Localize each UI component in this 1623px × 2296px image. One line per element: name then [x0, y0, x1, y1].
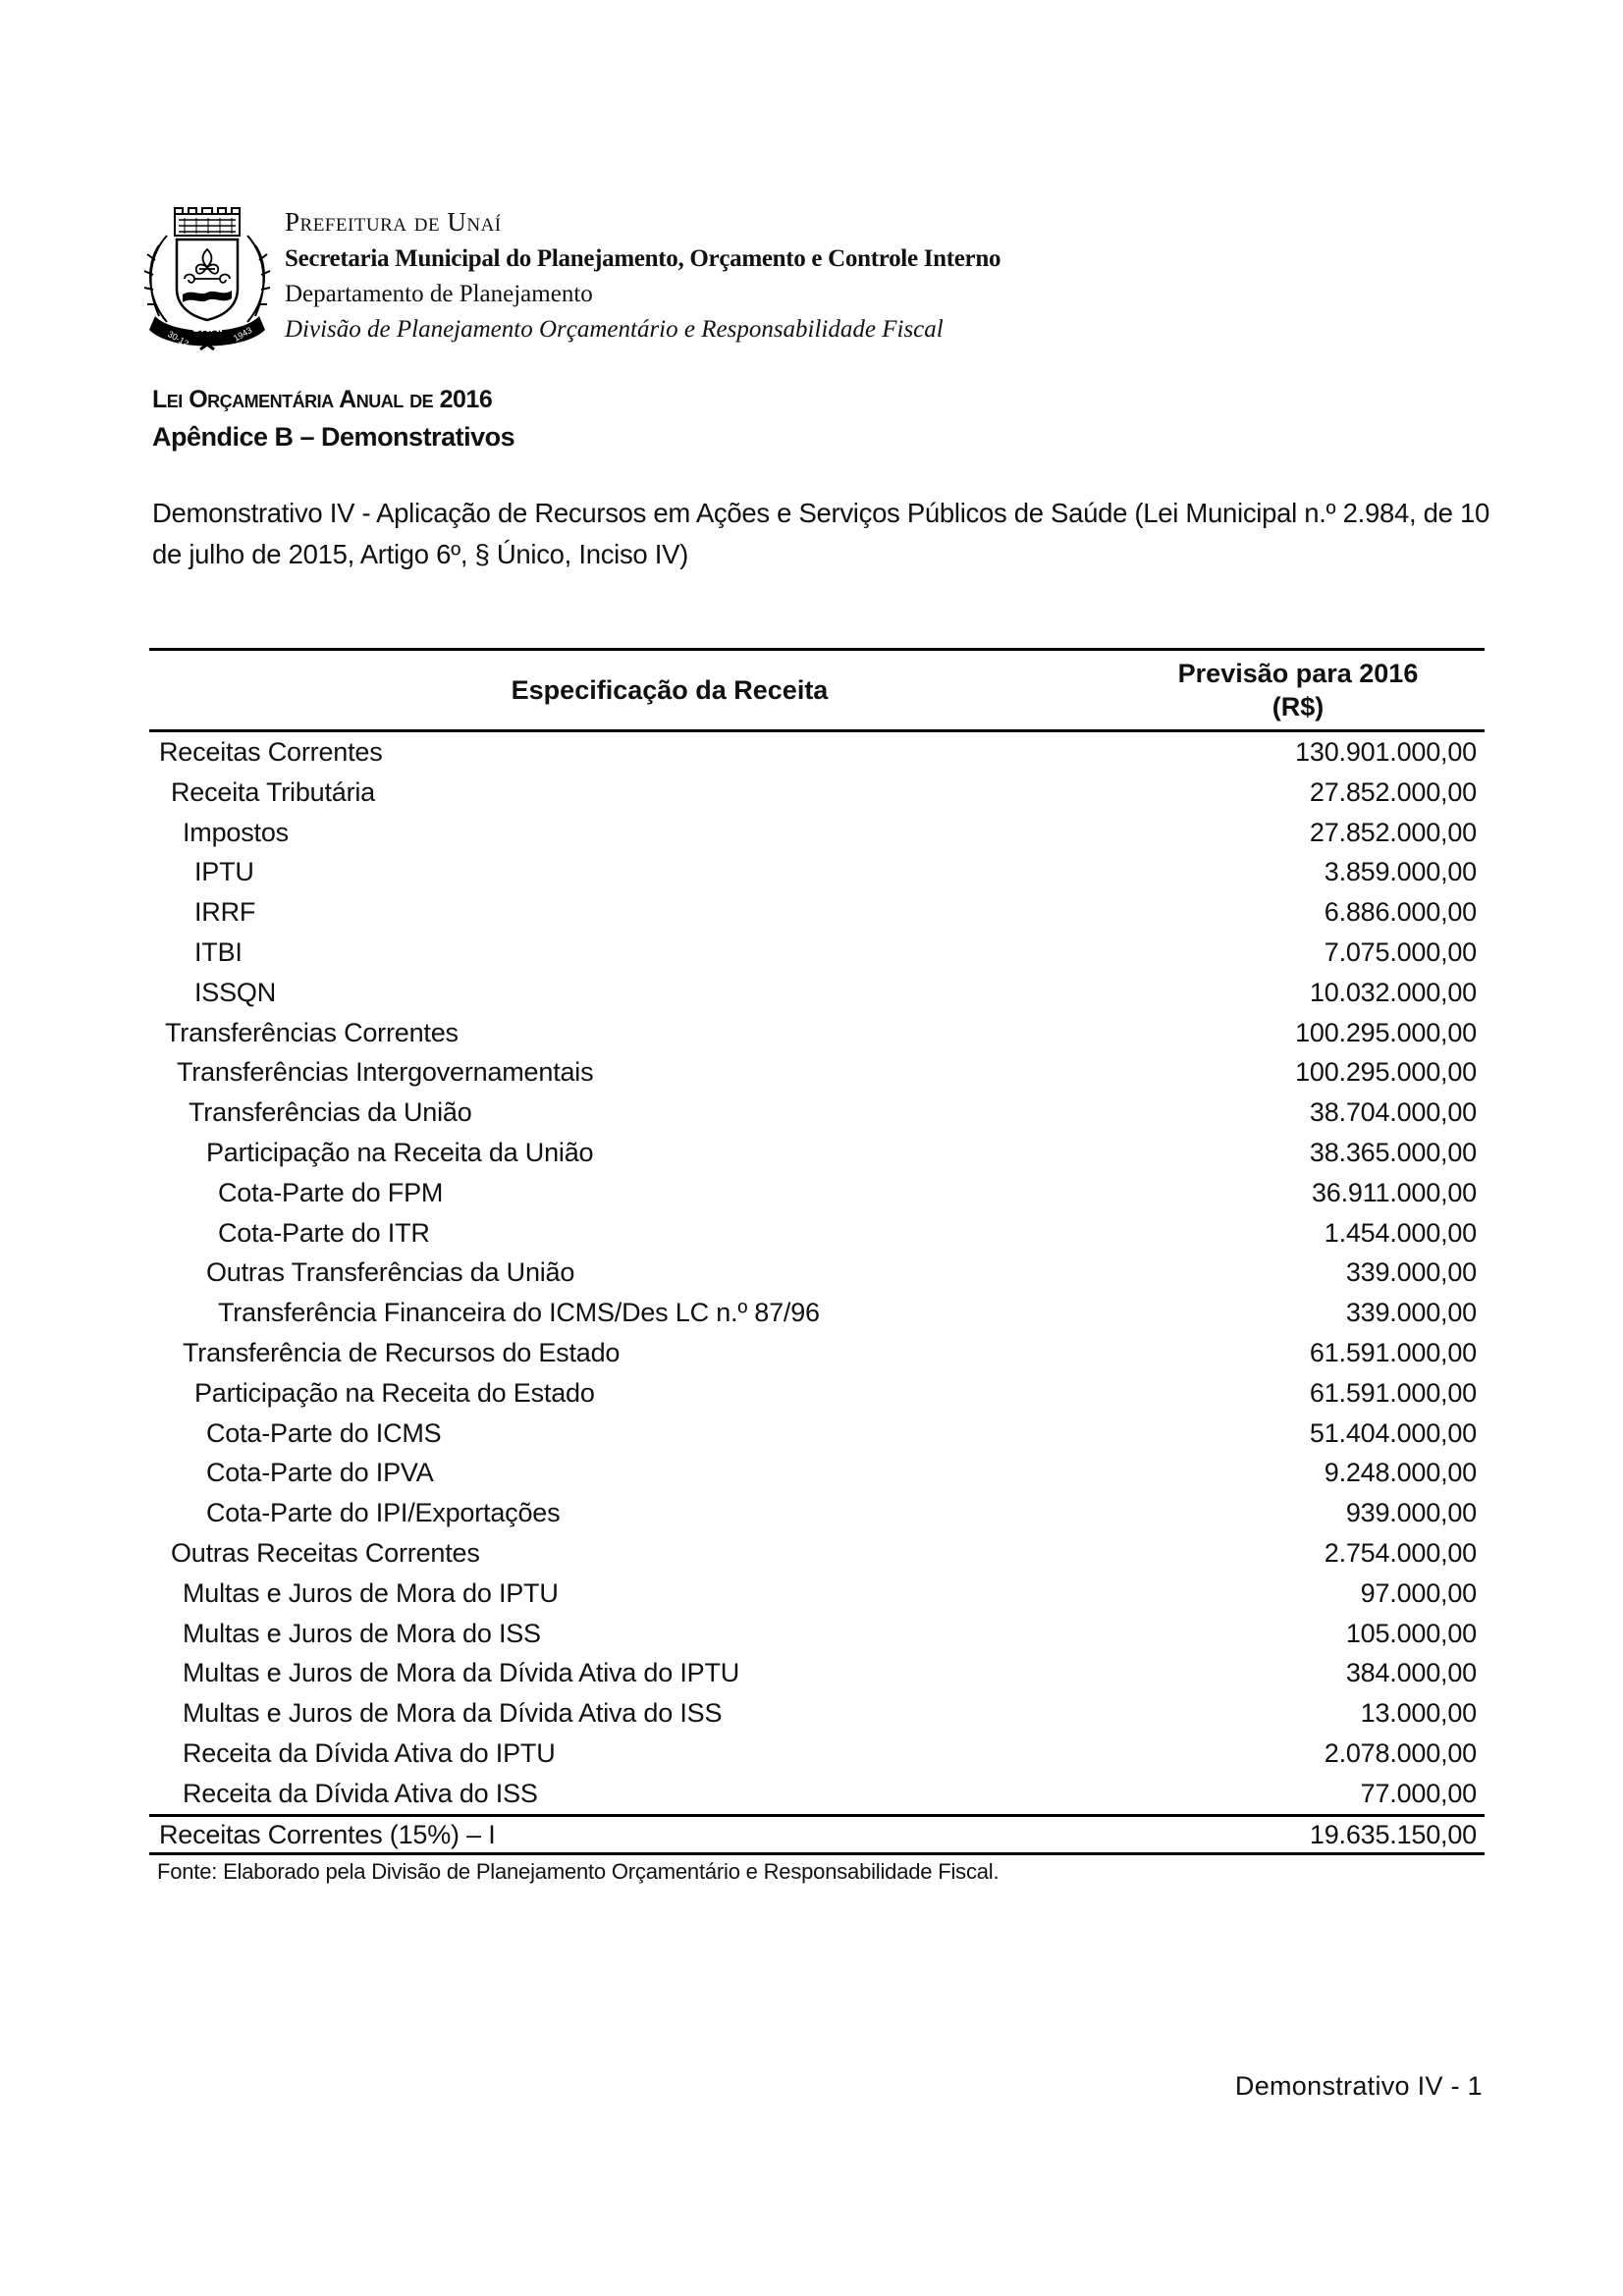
row-label: Receita da Dívida Ativa do IPTU — [183, 1737, 556, 1768]
table-row — [149, 1052, 1485, 1093]
row-value: 6.886.000,00 — [1324, 897, 1477, 928]
document-header — [137, 196, 1217, 353]
table-row — [149, 1414, 1485, 1454]
row-value: 36.911.000,00 — [1311, 1177, 1477, 1207]
row-label: Outras Transferências da União — [206, 1257, 575, 1288]
row-label: ITBI — [194, 936, 243, 967]
row-label: Participação na Receita da União — [206, 1137, 594, 1167]
row-label: Multas e Juros de Mora da Dívida Ativa do ISS — [183, 1698, 723, 1729]
row-value: 3.859.000,00 — [1324, 857, 1477, 887]
row-value: 1.454.000,00 — [1324, 1217, 1477, 1248]
row-value: 9.248.000,00 — [1324, 1458, 1477, 1488]
row-value: 13.000,00 — [1360, 1698, 1477, 1729]
svg-text:UNAÍ: UNAÍ — [191, 320, 223, 335]
row-label: Cota-Parte do IPVA — [206, 1458, 434, 1488]
table-row — [149, 1093, 1485, 1133]
column-header-specification: Especificação da Receita — [511, 674, 829, 705]
row-value: 61.591.000,00 — [1309, 1337, 1477, 1367]
revenue-table — [149, 648, 1485, 1889]
table-row — [149, 1213, 1485, 1254]
table-row — [149, 1133, 1485, 1173]
table-row — [149, 1533, 1485, 1574]
table-header — [149, 648, 1485, 732]
column-header-forecast-year: Previsão para 2016 — [1177, 659, 1419, 688]
law-title: Lei Orçamentária Anual de 2016 — [152, 386, 493, 413]
department-name: Departamento de Planejamento — [285, 281, 593, 307]
row-label: ISSQN — [194, 977, 277, 1007]
table-row — [149, 852, 1485, 892]
row-label: Participação na Receita do Estado — [194, 1377, 595, 1408]
total-label: Receitas Correntes (15%) – I — [159, 1819, 496, 1849]
row-label: Cota-Parte do IPI/Exportações — [206, 1498, 561, 1528]
column-header-forecast-unit: (R$) — [1271, 692, 1325, 721]
table-row — [149, 732, 1485, 773]
row-label: Cota-Parte do ITR — [218, 1217, 430, 1248]
table-row — [149, 892, 1485, 933]
table-row — [149, 1693, 1485, 1734]
coat-of-arms-icon — [137, 206, 277, 351]
row-value: 27.852.000,00 — [1309, 776, 1477, 807]
row-value: 27.852.000,00 — [1309, 817, 1477, 847]
table-row — [149, 1173, 1485, 1213]
row-value: 2.078.000,00 — [1324, 1737, 1477, 1768]
row-value: 100.295.000,00 — [1295, 1057, 1477, 1088]
table-row — [149, 1614, 1485, 1654]
org-name: Prefeitura de Unaí — [285, 207, 502, 237]
table-row — [149, 1293, 1485, 1333]
row-value: 61.591.000,00 — [1309, 1377, 1477, 1408]
table-row — [149, 1493, 1485, 1533]
row-label: Transferências Intergovernamentais — [177, 1057, 594, 1088]
row-label: Transferências Correntes — [165, 1017, 459, 1047]
table-row — [149, 1574, 1485, 1614]
row-label: Cota-Parte do ICMS — [206, 1417, 442, 1448]
row-value: 7.075.000,00 — [1324, 936, 1477, 967]
row-value: 2.754.000,00 — [1324, 1537, 1477, 1568]
svg-text:1943: 1943 — [232, 325, 254, 344]
row-label: Impostos — [183, 817, 289, 847]
page-footer: Demonstrativo IV - 1 — [1234, 2071, 1483, 2101]
row-value: 939.000,00 — [1345, 1498, 1477, 1528]
organization-block — [285, 204, 1001, 347]
row-value: 38.365.000,00 — [1309, 1137, 1477, 1167]
table-row — [149, 1774, 1485, 1814]
table-row — [149, 1253, 1485, 1293]
row-label: Multas e Juros de Mora do IPTU — [183, 1577, 559, 1608]
row-value: 100.295.000,00 — [1295, 1017, 1477, 1047]
row-value: 38.704.000,00 — [1309, 1097, 1477, 1128]
row-value: 384.000,00 — [1345, 1658, 1477, 1688]
statement-description: Demonstrativo IV - Aplicação de Recursos em Ações e Serviços Públicos de Saúde (Lei Municipal n.º 2.984, de 10 de julho de 2015, Artigo 6º, § Único, Inciso IV) — [152, 498, 1489, 569]
row-value: 51.404.000,00 — [1309, 1417, 1477, 1448]
row-label: Transferências da União — [189, 1097, 472, 1128]
table-row — [149, 1653, 1485, 1693]
table-body — [149, 732, 1485, 1814]
row-label: Multas e Juros de Mora do ISS — [183, 1618, 541, 1648]
row-label: Receitas Correntes — [159, 737, 383, 767]
column-header-forecast — [1151, 657, 1445, 723]
row-label: Multas e Juros de Mora da Dívida Ativa do IPTU — [183, 1658, 740, 1688]
row-label: Receita Tributária — [171, 776, 375, 807]
division-name: Divisão de Planejamento Orçamentário e Responsabilidade Fiscal — [285, 316, 944, 343]
table-row — [149, 973, 1485, 1013]
row-value: 130.901.000,00 — [1295, 737, 1477, 767]
row-label: IPTU — [194, 857, 254, 887]
row-label: Cota-Parte do FPM — [218, 1177, 444, 1207]
row-value: 10.032.000,00 — [1309, 977, 1477, 1007]
row-value: 339.000,00 — [1345, 1257, 1477, 1288]
row-label: Outras Receitas Correntes — [171, 1537, 480, 1568]
table-row — [149, 1013, 1485, 1053]
table-row — [149, 933, 1485, 973]
document-titles — [152, 381, 514, 455]
table-row — [149, 1453, 1485, 1493]
row-value: 339.000,00 — [1345, 1298, 1477, 1328]
table-total-row — [149, 1814, 1485, 1855]
total-value: 19.635.150,00 — [1309, 1819, 1477, 1849]
table-row — [149, 773, 1485, 813]
table-row — [149, 1734, 1485, 1774]
row-label: IRRF — [194, 897, 256, 928]
secretariat-name: Secretaria Municipal do Planejamento, Orçamento e Controle Interno — [285, 245, 1001, 272]
row-value: 105.000,00 — [1345, 1618, 1477, 1648]
svg-text:30-12: 30-12 — [166, 329, 190, 349]
row-label: Transferência Financeira do ICMS/Des LC n.º 87/96 — [218, 1298, 820, 1328]
row-value: 77.000,00 — [1360, 1778, 1477, 1808]
appendix-title: Apêndice B – Demonstrativos — [152, 422, 515, 452]
row-label: Transferência de Recursos do Estado — [183, 1337, 621, 1367]
row-value: 97.000,00 — [1360, 1577, 1477, 1608]
source-note: Fonte: Elaborado pela Divisão de Planejamento Orçamentário e Responsabilidade Fiscal. — [157, 1858, 1000, 1884]
row-label: Receita da Dívida Ativa do ISS — [183, 1778, 538, 1808]
table-row — [149, 1333, 1485, 1373]
table-row — [149, 1373, 1485, 1414]
table-row — [149, 813, 1485, 853]
